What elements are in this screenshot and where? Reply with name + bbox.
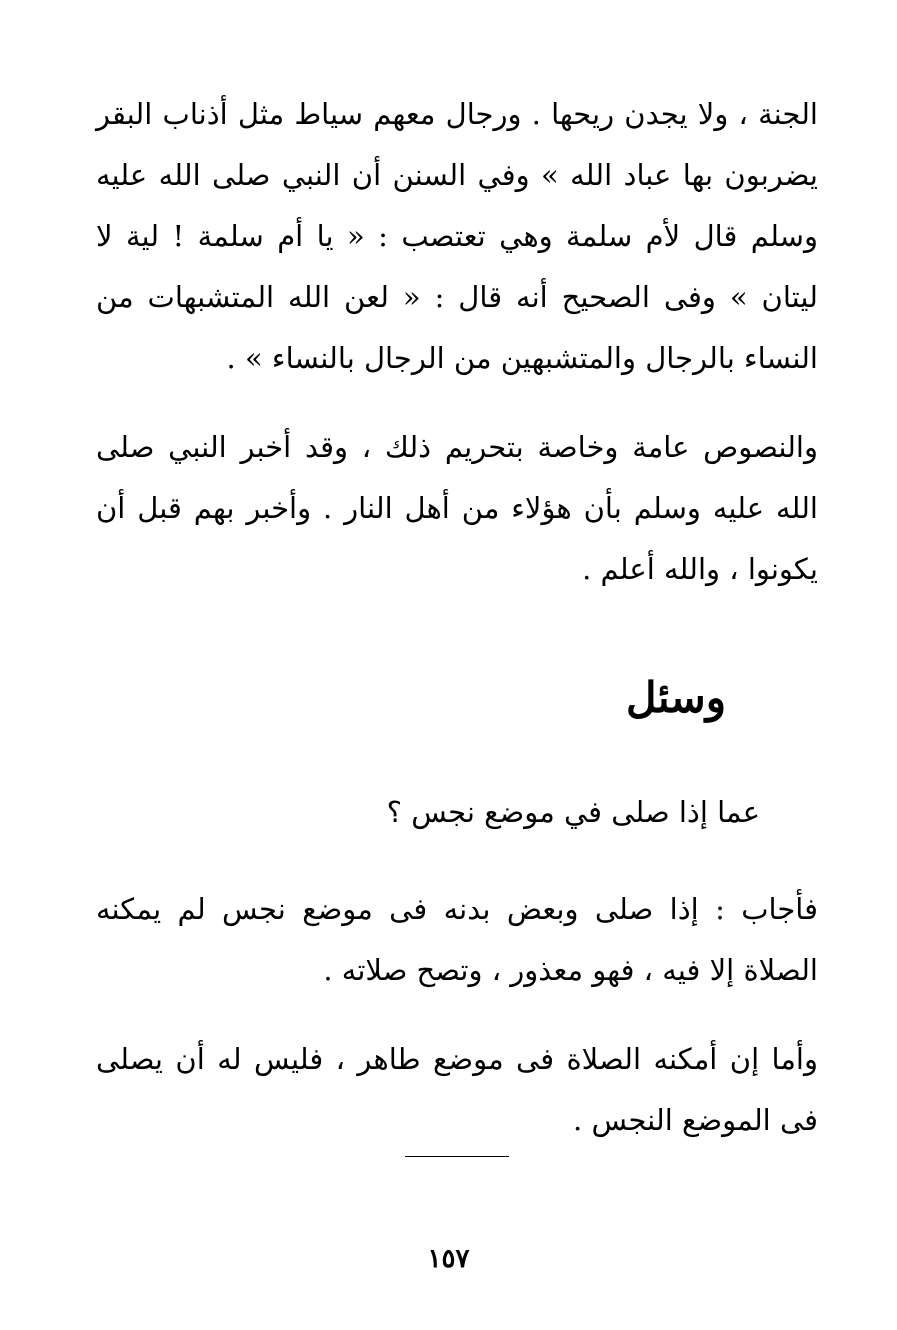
section-heading: وسئل — [626, 673, 726, 722]
answer-paragraph-1: فأجاب : إذا صلى وبعض بدنه فى موضع نجس لم يمكنه الصلاة إلا فيه ، فهو معذور ، وتصح صلاته . — [96, 892, 818, 987]
question-text: عما إذا صلى في موضع نجس ؟ — [386, 795, 760, 829]
footer-rule — [405, 1156, 509, 1157]
text-column — [96, 84, 818, 1151]
paragraph-hadith: الجنة ، ولا يجدن ريحها . ورجال معهم سياط مثل أذناب البقر يضربون بها عباد الله » وفي السنن أن النبي صلى الله عليه وسلم قال لأم سلمة وهي تعتصب : « يا أم سلمة ! لية لا ليتان » وفى الصحيح أنه قال : « لعن الله المتشبهات من النساء بالرجال والمتشبهين من الرجال بالنساء » . — [96, 97, 818, 375]
answer-paragraph-2: وأما إن أمكنه الصلاة فى موضع طاهر ، فليس له أن يصلى فى الموضع النجس . — [96, 1042, 818, 1137]
paragraph-texts: والنصوص عامة وخاصة بتحريم ذلك ، وقد أخبر النبي صلى الله عليه وسلم بأن هؤلاء من أهل النار . وأخبر بهم قبل أن يكونوا ، والله أعلم . — [96, 430, 818, 586]
page-number: ١٥٧ — [427, 1244, 470, 1274]
